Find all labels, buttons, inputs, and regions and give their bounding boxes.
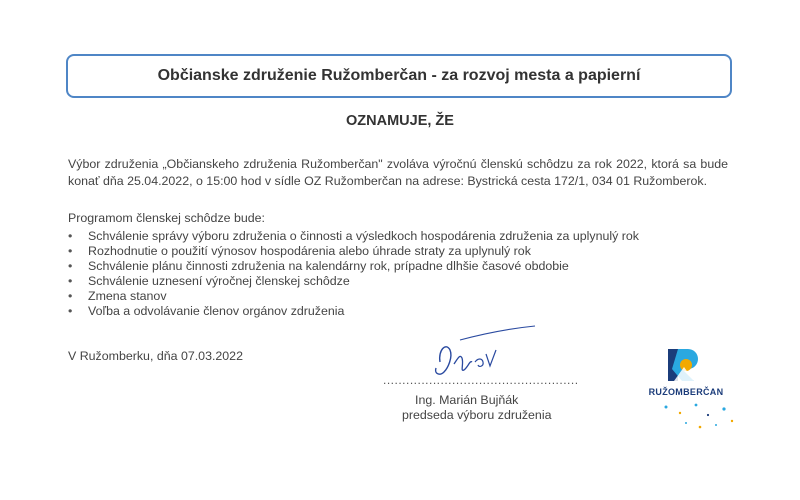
announcement-heading: OZNAMUJE, ŽE: [346, 113, 454, 129]
agenda-item: • Rozhodnutie o použití výnosov hospodárenia alebo úhrade straty za uplynulý rok: [68, 244, 639, 259]
header-box: [66, 54, 732, 98]
logo-text: RUŽOMBERČAN: [648, 387, 724, 397]
signer-name: Ing. Marián Bujňák: [415, 393, 519, 407]
intro-paragraph: Výbor združenia „Občianskeho združenia Ružomberčan" zvoláva výročnú členskú schôdzu za rok 2022, ktorá sa bude konať dňa 25.04.2022, o 15:00 hod v sídle OZ Ružomberčan na adrese: Bystrická cesta 172/1, 034 01 Ružomberok.: [68, 157, 728, 188]
logo-mark-icon: [636, 345, 736, 387]
agenda-item: • Zmena stanov: [68, 289, 639, 304]
document-title: Občianske združenie Ružomberčan - za rozvoj mesta a papierní: [157, 67, 641, 84]
ruzomberčan-logo: [636, 345, 746, 435]
agenda-item: • Voľba a odvolávanie členov orgánov združenia: [68, 304, 639, 319]
agenda-item: • Schválenie uznesení výročnej členskej schôdze: [68, 274, 639, 289]
agenda-item: • Schválenie plánu činnosti združenia na kalendárny rok, prípadne dlhšie časové obdobie: [68, 259, 639, 274]
agenda-list: [68, 229, 639, 319]
place-date: V Ružomberku, dňa 07.03.2022: [68, 349, 243, 363]
agenda-item: • Schválenie správy výboru združenia o činnosti a výsledkoch hospodárenia združenia za uplynulý rok: [68, 229, 639, 244]
program-heading: Programom členskej schôdze bude:: [68, 211, 265, 225]
signature-line: ...................................................: [383, 373, 579, 387]
logo-confetti-icon: [636, 399, 746, 439]
signer-role: predseda výboru združenia: [402, 408, 552, 422]
